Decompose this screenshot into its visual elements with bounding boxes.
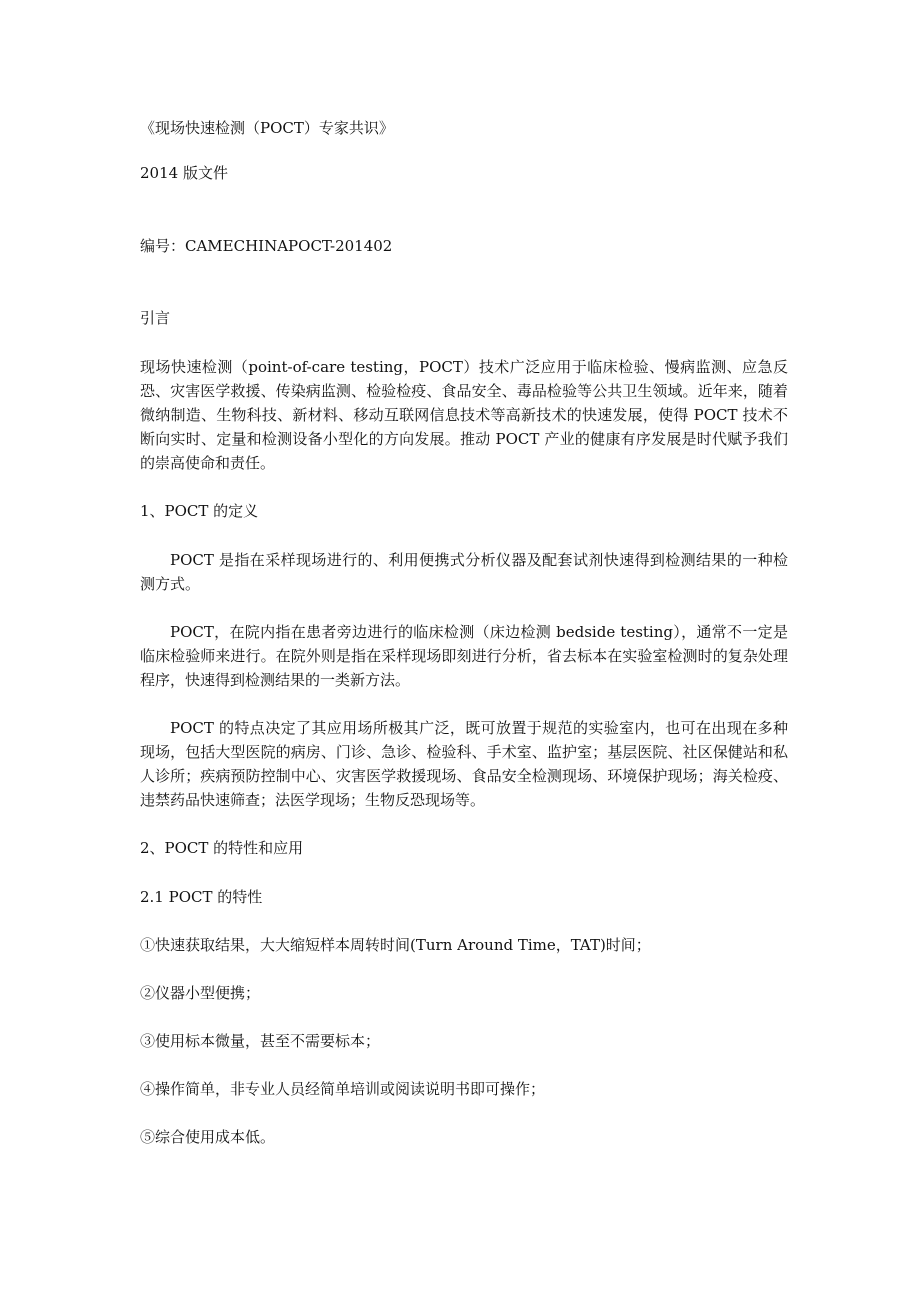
section-1-paragraph-3: POCT 的特点决定了其应用场所极其广泛，既可放置于规范的实验室内，也可在出现在多种现场，包括大型医院的病房、门诊、急诊、检验科、手术室、监护室；基层医院、社区保健站和私人诊所；疾病预防控制中心、灾害医学救援现场、食品安全检测现场、环境保护现场；海关检疫、违禁药品快速筛查；法医学现场；生物反恐现场等。 [140, 719, 788, 809]
feature-item-5: ⑤综合使用成本低。 [140, 1128, 276, 1146]
section-1-paragraph-2: POCT，在院内指在患者旁边进行的临床检测（床边检测 bedside testing），通常不一定是临床检验师来进行。在院外则是指在采样现场即刻进行分析，省去标本在实验室检测时的复杂处理程序，快速得到检测结果的一类新方法。 [140, 623, 788, 689]
feature-item-3: ③使用标本微量，甚至不需要标本； [140, 1032, 381, 1050]
document-number: 编号：CAMECHINAPOCT-201402 [140, 237, 393, 255]
edition-label: 2014 版文件 [140, 164, 228, 182]
section-1-heading: 1、POCT 的定义 [140, 502, 259, 520]
intro-paragraph: 现场快速检测（point-of-care testing，POCT）技术广泛应用于临床检验、慢病监测、应急反恐、灾害医学救援、传染病监测、检验检疫、食品安全、毒品检验等公共卫生领域。近年来，随着微纳制造、生物科技、新材料、移动互联网信息技术等高新技术的快速发展，使得 POCT 技术不断向实时、定量和检测设备小型化的方向发展。推动 POCT 产业的健康有序发展是时代赋予我们的崇高使命和责任。 [140, 358, 788, 472]
intro-heading: 引言 [140, 309, 171, 327]
section-2-1-heading: 2.1 POCT 的特性 [140, 888, 263, 906]
feature-item-1: ①快速获取结果，大大缩短样本周转时间(Turn Around Time，TAT)时间； [140, 936, 651, 954]
section-2-heading: 2、POCT 的特性和应用 [140, 839, 304, 857]
feature-item-4: ④操作简单，非专业人员经简单培训或阅读说明书即可操作； [140, 1080, 546, 1098]
document-title: 《现场快速检测（POCT）专家共识》 [140, 119, 394, 137]
section-1-paragraph-1: POCT 是指在采样现场进行的、利用便携式分析仪器及配套试剂快速得到检测结果的一种检测方式。 [140, 551, 788, 593]
feature-item-2: ②仪器小型便携； [140, 984, 261, 1002]
